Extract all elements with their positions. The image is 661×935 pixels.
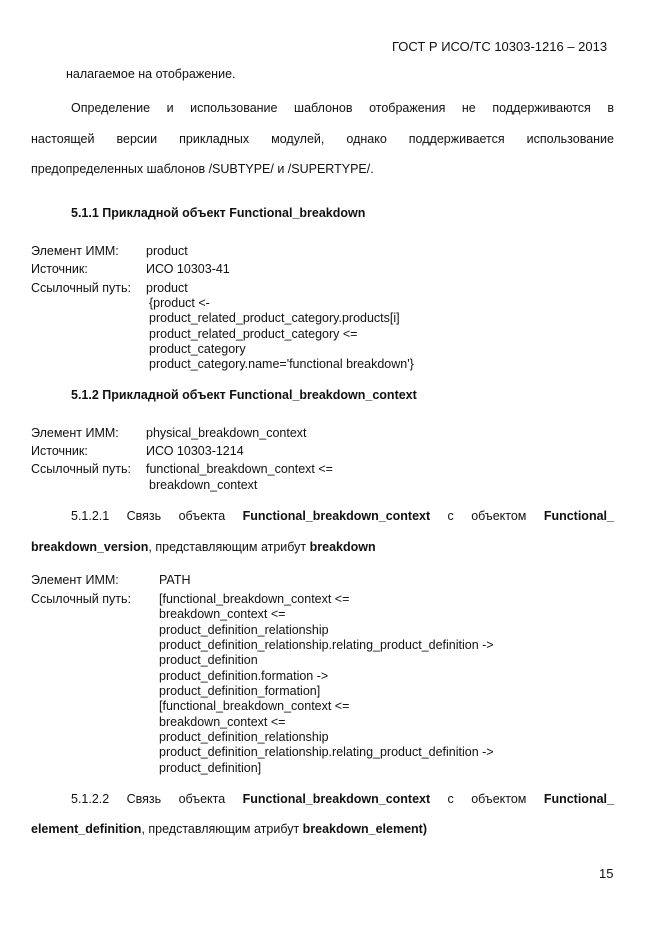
subsection-heading-5-1-2-1: 5.1.2.1 Связь объекта Functional_breakdown_context с объектом Functional_ [71, 509, 614, 523]
path-line: product_related_product_category <= [149, 327, 358, 341]
path-line: product_definition] [159, 761, 262, 775]
imm-label: Элемент ИММ: [31, 573, 119, 587]
path-line: breakdown_context <= [159, 607, 286, 621]
source-label: Источник: [31, 444, 88, 458]
intro-line: предопределенных шаблонов /SUBTYPE/ и /SUPERTYPE/. [31, 162, 374, 176]
path-line: product_category.name='functional breakdown'} [149, 357, 414, 371]
path-line: product_definition_relationship.relating_product_definition -> [159, 745, 494, 759]
document-header: ГОСТ Р ИСО/ТС 10303-1216 – 2013 [392, 39, 608, 54]
intro-line: настоящей версии прикладных модулей, однако поддерживается использование [31, 132, 614, 146]
intro-line: налагаемое на отображение. [66, 67, 236, 81]
subsection-heading-5-1-2-2-cont: element_definition, представляющим атрибут breakdown_element) [31, 822, 427, 836]
source-value: ИСО 10303-41 [146, 262, 230, 276]
intro-line: Определение и использование шаблонов отображения не поддерживаются в [71, 101, 614, 115]
path-label: Ссылочный путь: [31, 592, 131, 606]
path-label: Ссылочный путь: [31, 281, 131, 295]
path-line: functional_breakdown_context <= [146, 462, 333, 476]
imm-label: Элемент ИММ: [31, 426, 119, 440]
imm-value: physical_breakdown_context [146, 426, 307, 440]
path-line: [functional_breakdown_context <= [159, 699, 350, 713]
path-line: product_definition.formation -> [159, 669, 329, 683]
path-line: product_related_product_category.products[i] [149, 311, 400, 325]
path-label: Ссылочный путь: [31, 462, 131, 476]
source-label: Источник: [31, 262, 88, 276]
section-heading-5-1-2: 5.1.2 Прикладной объект Functional_breakdown_context [71, 388, 417, 402]
subsection-heading-5-1-2-1-cont: breakdown_version, представляющим атрибут breakdown [31, 540, 376, 554]
imm-value: PATH [159, 573, 191, 587]
path-line: product_definition_formation] [159, 684, 321, 698]
path-line: product_definition_relationship [159, 730, 329, 744]
path-line: breakdown_context [149, 478, 258, 492]
path-line: product_category [149, 342, 246, 356]
path-line: product_definition [159, 653, 258, 667]
path-line: [functional_breakdown_context <= [159, 592, 350, 606]
page-number: 15 [599, 866, 614, 881]
subsection-heading-5-1-2-2: 5.1.2.2 Связь объекта Functional_breakdown_context с объектом Functional_ [71, 792, 614, 806]
imm-value: product [146, 244, 188, 258]
path-line: product_definition_relationship [159, 623, 329, 637]
path-line: product_definition_relationship.relating_product_definition -> [159, 638, 494, 652]
imm-label: Элемент ИММ: [31, 244, 119, 258]
path-line: breakdown_context <= [159, 715, 286, 729]
source-value: ИСО 10303-1214 [146, 444, 244, 458]
path-line: {product <- [149, 296, 210, 310]
path-line: product [146, 281, 188, 295]
section-heading-5-1-1: 5.1.1 Прикладной объект Functional_breakdown [71, 206, 366, 220]
